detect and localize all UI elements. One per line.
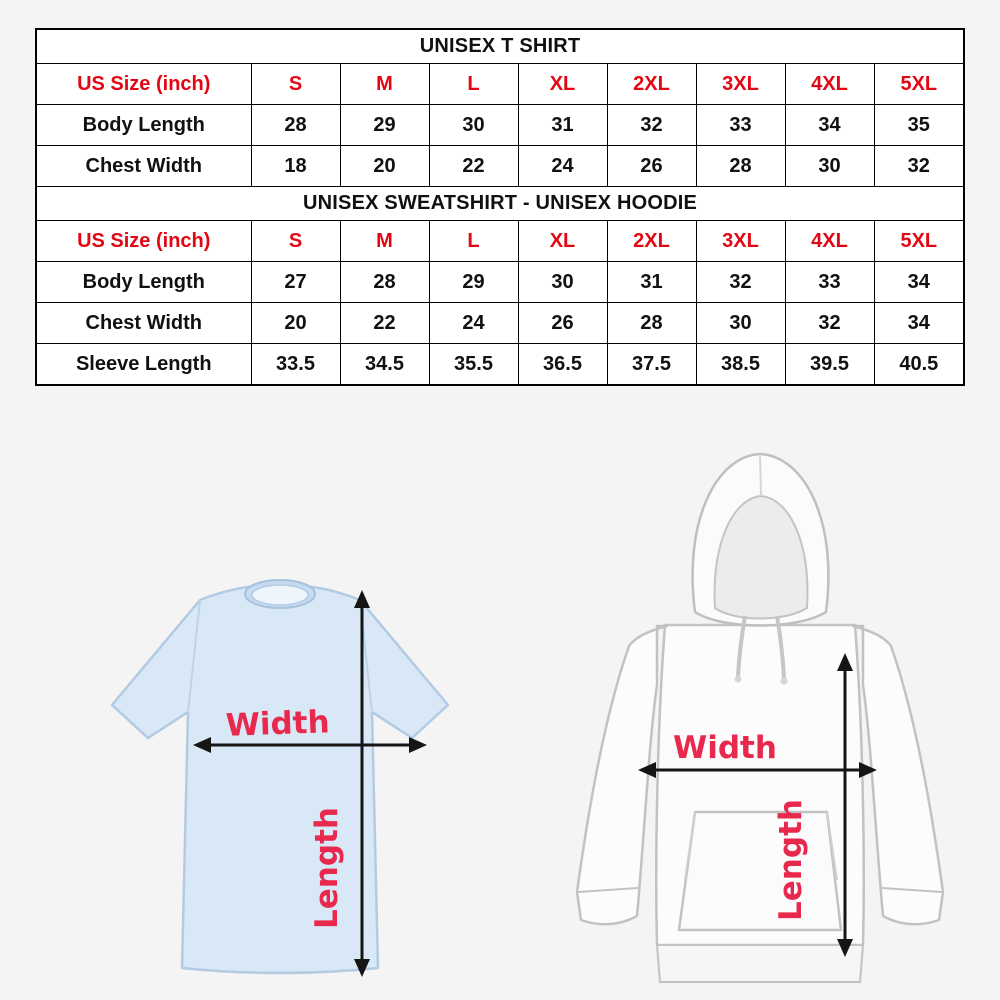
cell-value: 40.5 — [874, 344, 964, 386]
table-row — [36, 344, 964, 386]
cell-value: 27 — [251, 262, 340, 303]
table-row — [36, 146, 964, 187]
table-title-hoodie: UNISEX SWEATSHIRT - UNISEX HOODIE — [36, 187, 964, 221]
cell-value: 32 — [696, 262, 785, 303]
cell-value: 28 — [251, 105, 340, 146]
table-title-tshirt: UNISEX T SHIRT — [36, 29, 964, 64]
cell-value: 24 — [429, 303, 518, 344]
cell-value: 24 — [518, 146, 607, 187]
size-col-header: L — [429, 64, 518, 105]
cell-value: 29 — [340, 105, 429, 146]
size-header-label: US Size (inch) — [36, 64, 251, 105]
table-row — [36, 303, 964, 344]
size-col-header: M — [340, 64, 429, 105]
table-row — [36, 29, 964, 64]
table-row — [36, 187, 964, 221]
cell-value: 34 — [874, 303, 964, 344]
table-row — [36, 64, 964, 105]
cell-value: 32 — [607, 105, 696, 146]
cell-value: 32 — [785, 303, 874, 344]
row-label: Chest Width — [36, 146, 251, 187]
size-col-header: 4XL — [785, 64, 874, 105]
size-col-header: XL — [518, 64, 607, 105]
cell-value: 29 — [429, 262, 518, 303]
size-col-header: L — [429, 221, 518, 262]
hoodie-width-label: Width — [673, 730, 777, 766]
size-col-header: 2XL — [607, 64, 696, 105]
row-label: Chest Width — [36, 303, 251, 344]
size-chart-table — [35, 28, 965, 386]
hoodie-pocket — [679, 812, 841, 930]
cell-value: 28 — [696, 146, 785, 187]
cell-value: 18 — [251, 146, 340, 187]
cell-value: 33 — [696, 105, 785, 146]
size-col-header: 2XL — [607, 221, 696, 262]
cell-value: 34 — [874, 262, 964, 303]
cell-value: 38.5 — [696, 344, 785, 386]
cell-value: 26 — [518, 303, 607, 344]
tshirt-length-label: Length — [309, 807, 345, 929]
size-col-header: XL — [518, 221, 607, 262]
cell-value: 22 — [340, 303, 429, 344]
cell-value: 30 — [785, 146, 874, 187]
cell-value: 35.5 — [429, 344, 518, 386]
tshirt-graphic — [112, 586, 448, 973]
size-header-label: US Size (inch) — [36, 221, 251, 262]
hoodie-length-label: Length — [773, 799, 809, 921]
cell-value: 28 — [340, 262, 429, 303]
cell-value: 39.5 — [785, 344, 874, 386]
size-col-header: 5XL — [874, 64, 964, 105]
size-col-header: 5XL — [874, 221, 964, 262]
cell-value: 28 — [607, 303, 696, 344]
table-row — [36, 105, 964, 146]
cell-value: 30 — [429, 105, 518, 146]
cell-value: 31 — [607, 262, 696, 303]
row-label: Body Length — [36, 262, 251, 303]
cell-value: 20 — [340, 146, 429, 187]
cell-value: 26 — [607, 146, 696, 187]
size-col-header: S — [251, 221, 340, 262]
size-col-header: S — [251, 64, 340, 105]
size-col-header: 3XL — [696, 64, 785, 105]
table-row — [36, 262, 964, 303]
cell-value: 35 — [874, 105, 964, 146]
hoodie-sleeve-right — [853, 626, 943, 924]
cell-value: 32 — [874, 146, 964, 187]
row-label: Sleeve Length — [36, 344, 251, 386]
cell-value: 30 — [696, 303, 785, 344]
cell-value: 31 — [518, 105, 607, 146]
cell-value: 30 — [518, 262, 607, 303]
table-row — [36, 221, 964, 262]
cell-value: 34.5 — [340, 344, 429, 386]
tshirt-measurement-diagram — [60, 540, 500, 995]
cell-value: 37.5 — [607, 344, 696, 386]
cell-value: 33.5 — [251, 344, 340, 386]
hoodie-hem-band — [657, 945, 863, 982]
tshirt-width-label: Width — [225, 704, 331, 744]
cell-value: 33 — [785, 262, 874, 303]
cell-value: 34 — [785, 105, 874, 146]
cell-value: 36.5 — [518, 344, 607, 386]
cell-value: 20 — [251, 303, 340, 344]
size-col-header: 4XL — [785, 221, 874, 262]
tshirt-collar-inner — [252, 585, 308, 605]
cell-value: 22 — [429, 146, 518, 187]
hoodie-hood-crease — [760, 454, 761, 496]
row-label: Body Length — [36, 105, 251, 146]
size-col-header: 3XL — [696, 221, 785, 262]
hoodie-measurement-diagram — [545, 440, 975, 1000]
size-col-header: M — [340, 221, 429, 262]
